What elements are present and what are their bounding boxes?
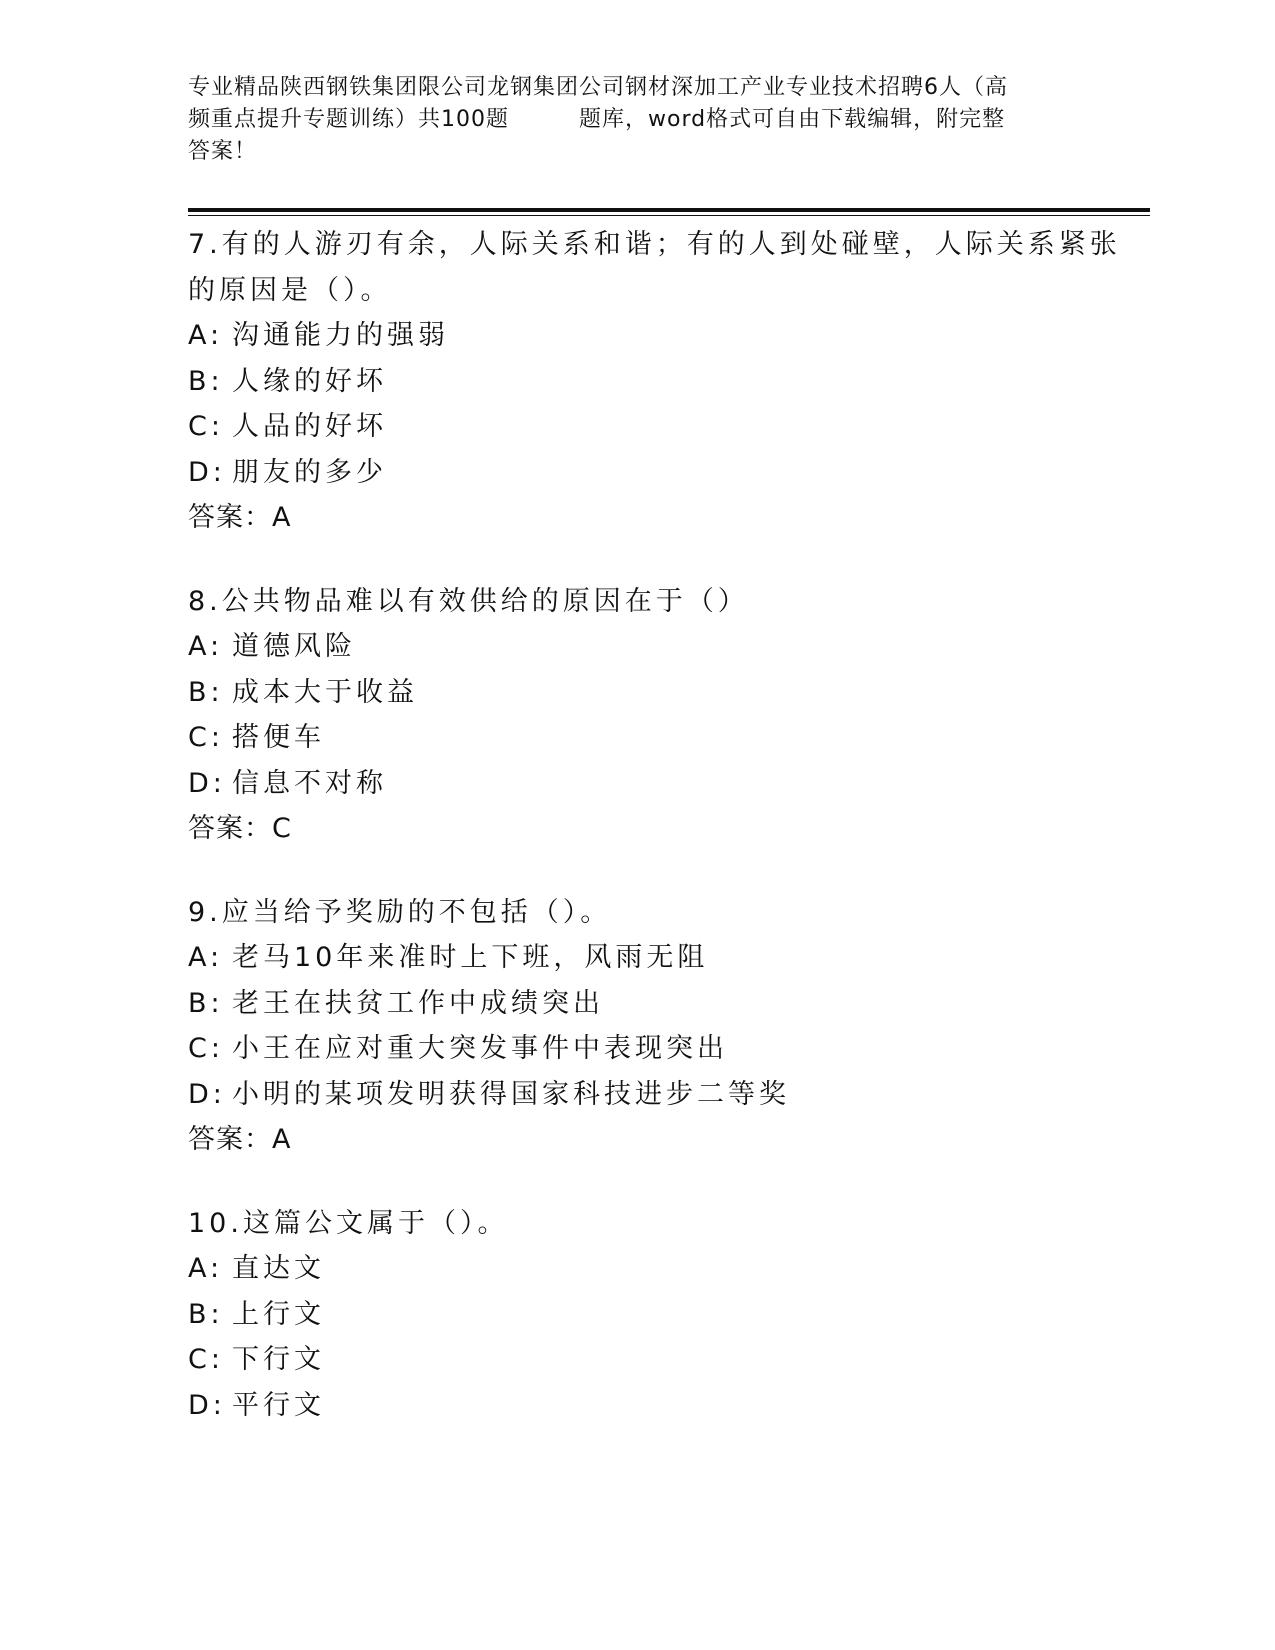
option-a: [188, 1246, 1148, 1292]
option-label: C:: [188, 1344, 224, 1375]
option-text: 信息不对称: [232, 767, 387, 799]
option-text: 老王在扶贫工作中成绩突出: [232, 987, 604, 1019]
option-text: 人品的好坏: [232, 411, 387, 442]
question-9: [188, 890, 1148, 1163]
option-text: 沟通能力的强弱: [232, 320, 449, 351]
option-label: D:: [188, 456, 226, 488]
question-stem: 10.这篇公文属于（）。: [188, 1207, 509, 1239]
question-list: [188, 222, 1148, 1466]
question-10: [188, 1201, 1148, 1429]
option-label: B:: [188, 987, 224, 1019]
option-a: [188, 624, 1148, 670]
option-label: B:: [188, 1298, 224, 1330]
question-stem: 7.有的人游刃有余，人际关系和谐；有的人到处碰壁，人际关系紧张: [188, 229, 1121, 260]
option-label: A:: [188, 631, 224, 662]
option-text: 朋友的多少: [232, 456, 387, 488]
option-c: [188, 715, 1148, 761]
option-c: [188, 1337, 1148, 1383]
option-text: 上行文: [232, 1298, 325, 1330]
option-b: [188, 981, 1148, 1027]
option-label: D:: [188, 767, 226, 799]
question-8: [188, 579, 1148, 852]
option-b: [188, 359, 1148, 405]
option-label: C:: [188, 722, 224, 753]
option-text: 老马10年来准时上下班，风雨无阻: [232, 942, 709, 973]
option-d: [188, 1072, 1148, 1118]
option-b: [188, 670, 1148, 716]
answer-line: 答案：A: [188, 1124, 292, 1155]
option-label: B:: [188, 676, 224, 708]
header-line-1: 专业精品陕西钢铁集团限公司龙钢集团公司钢材深加工产业专业技术招聘6人（高: [188, 75, 1008, 100]
option-text: 下行文: [232, 1344, 325, 1375]
option-d: [188, 450, 1148, 496]
answer-line: 答案：C: [188, 813, 292, 844]
option-b: [188, 1292, 1148, 1338]
option-a: [188, 313, 1148, 359]
question-7: [188, 222, 1148, 541]
option-text: 人缘的好坏: [232, 365, 387, 397]
option-d: [188, 761, 1148, 807]
option-text: 搭便车: [232, 722, 325, 753]
header-line-2-part-2: 题库，word格式可自由下载编辑，附完整: [579, 107, 1006, 132]
option-text: 小明的某项发明获得国家科技进步二等奖: [232, 1078, 790, 1110]
question-stem: 8.公共物品难以有效供给的原因在于（）: [188, 585, 749, 617]
option-text: 成本大于收益: [232, 676, 418, 708]
option-text: 平行文: [232, 1389, 325, 1421]
option-label: A:: [188, 320, 224, 351]
option-text: 小王在应对重大突发事件中表现突出: [232, 1033, 728, 1064]
document-header: [188, 72, 1088, 168]
option-c: [188, 1026, 1148, 1072]
option-c: [188, 404, 1148, 450]
option-label: C:: [188, 411, 224, 442]
header-line-2-part-1: 频重点提升专题训练）共100题: [188, 107, 509, 132]
option-a: [188, 935, 1148, 981]
option-text: 道德风险: [232, 631, 356, 662]
question-stem-continued: 的原因是（）。: [188, 274, 392, 306]
option-label: D:: [188, 1078, 226, 1110]
option-label: A:: [188, 1253, 224, 1284]
option-label: B:: [188, 365, 224, 397]
option-label: D:: [188, 1389, 226, 1421]
header-line-3: 答案！: [188, 139, 258, 164]
option-label: C:: [188, 1033, 224, 1064]
option-label: A:: [188, 942, 224, 973]
question-stem: 9.应当给予奖励的不包括（）。: [188, 896, 612, 928]
answer-line: 答案：A: [188, 502, 292, 533]
option-d: [188, 1383, 1148, 1429]
header-divider: [188, 208, 1150, 216]
option-text: 直达文: [232, 1253, 325, 1284]
header-line-2: [188, 104, 1088, 136]
